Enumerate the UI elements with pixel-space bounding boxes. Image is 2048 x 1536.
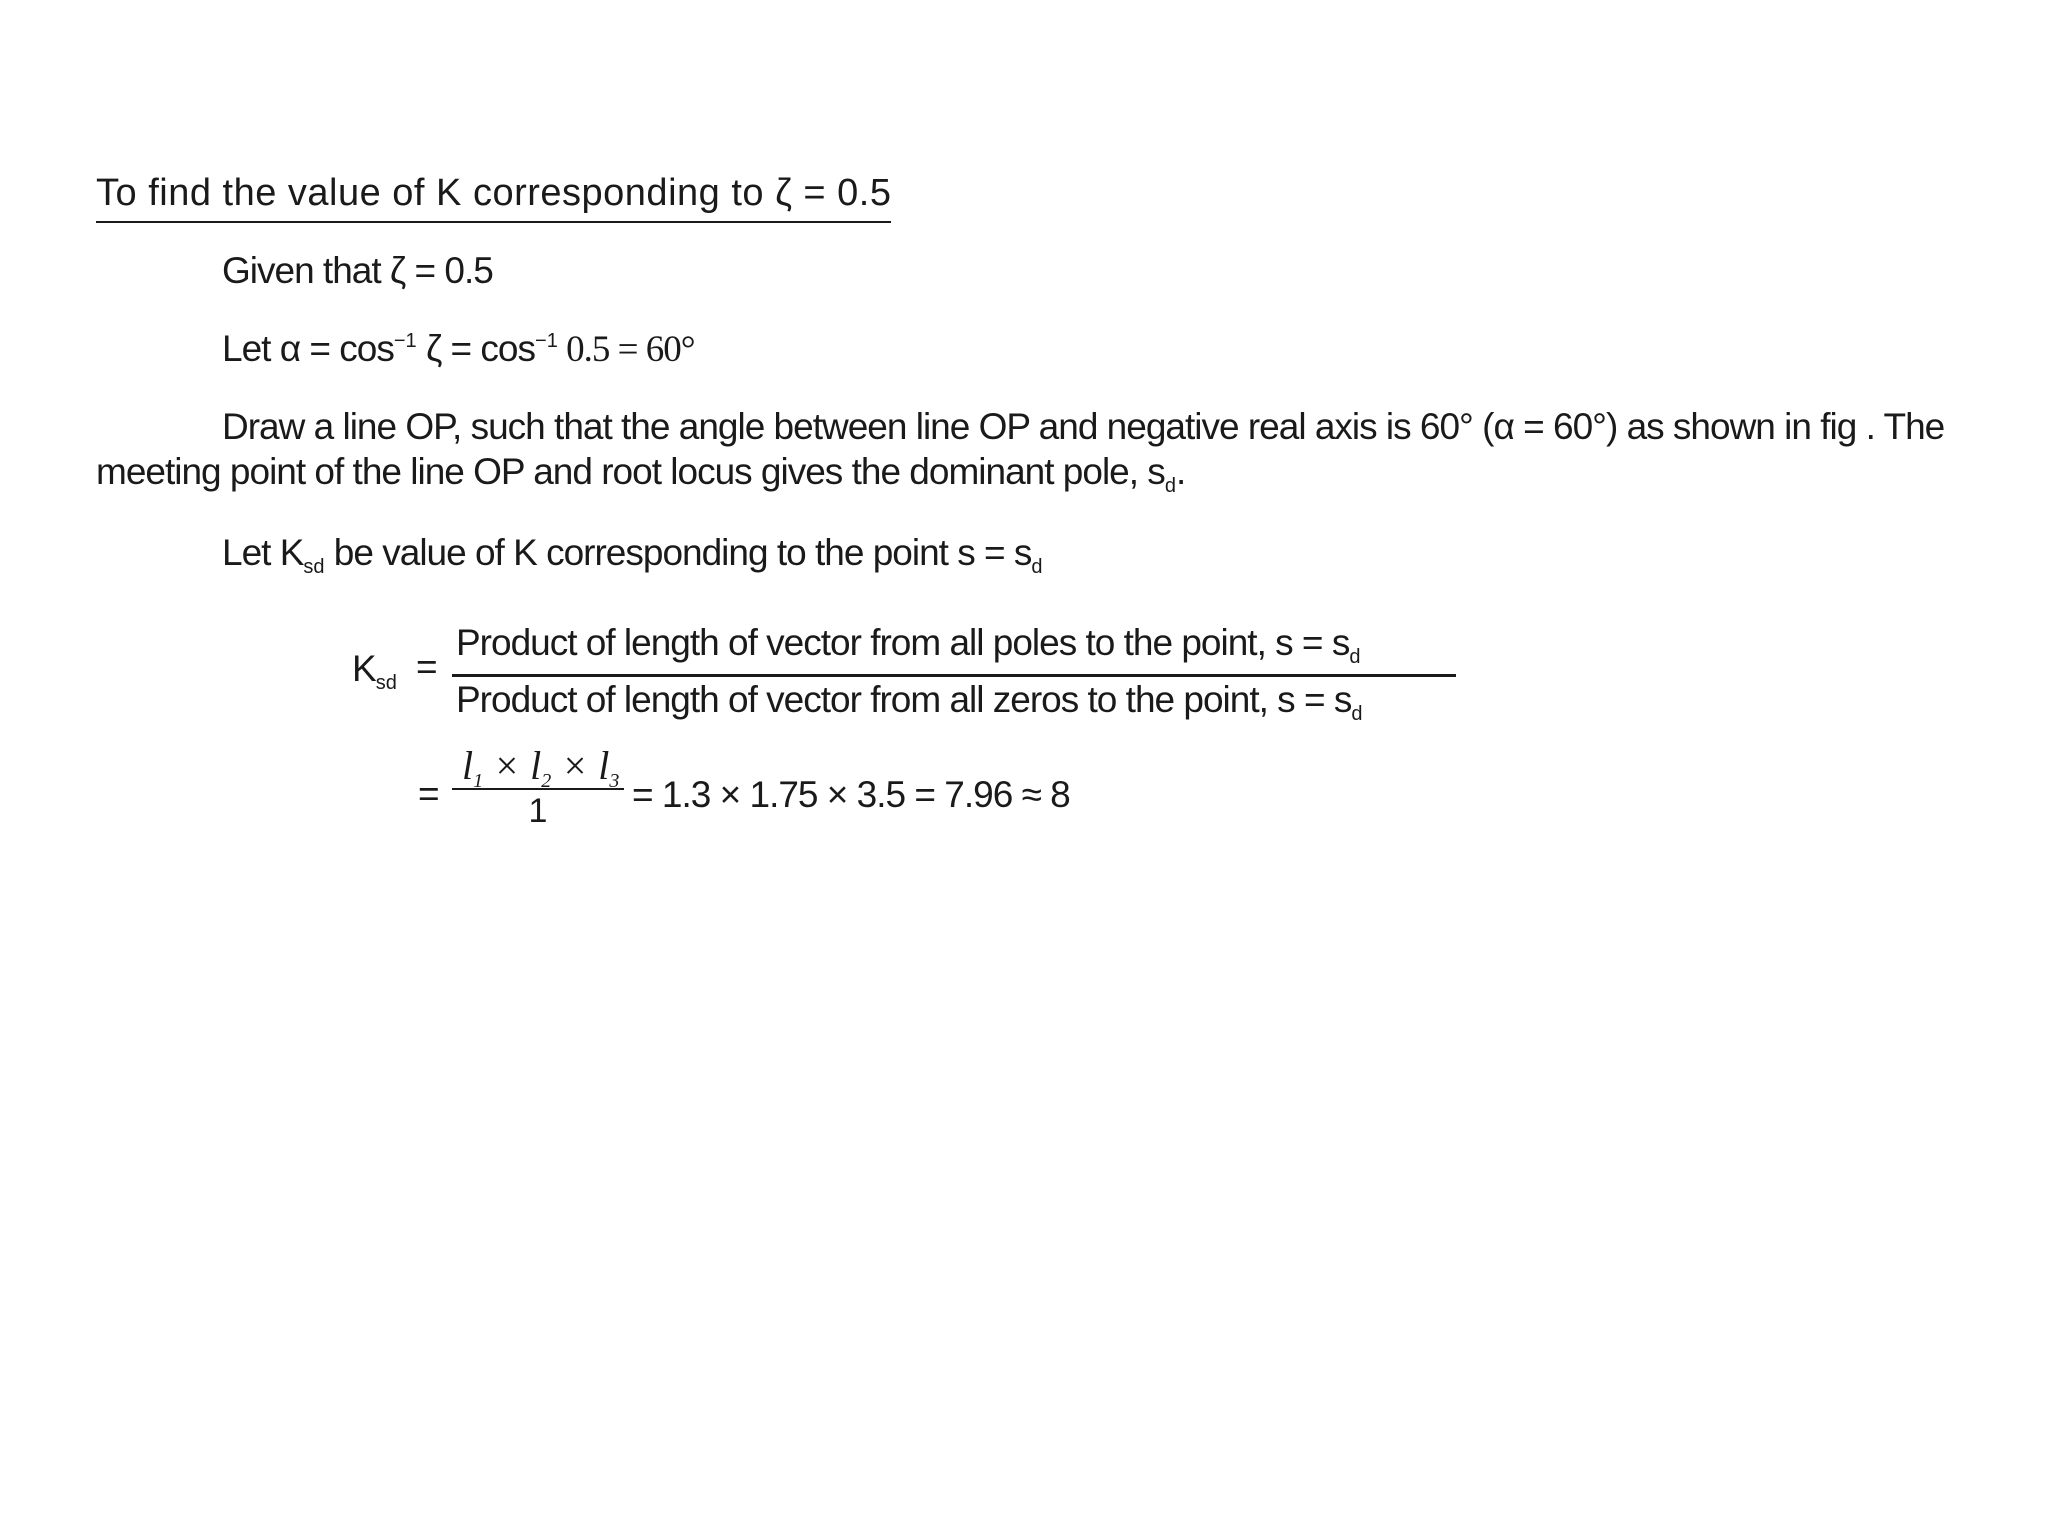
paragraph-line-2	[96, 451, 1185, 498]
alpha-mid: ζ = cos	[416, 328, 536, 369]
ksd-sub-2: d	[1031, 556, 1043, 578]
formula-lhs-sub: sd	[375, 672, 397, 694]
calc-result: = 1.3 × 1.75 × 3.5 = 7.96 ≈ 8	[632, 774, 1070, 815]
paragraph-line-2-end: .	[1175, 451, 1186, 492]
calc-l2-sub: 2	[541, 770, 552, 792]
formula-numerator-text: Product of length of vector from all poles to the point, s = s	[456, 622, 1350, 663]
given-statement: Given that ζ = 0.5	[222, 250, 493, 291]
paragraph-line-1: Draw a line OP, such that the angle between line OP and negative real axis is 60° (α = 60°) as shown in fig . The	[222, 406, 1945, 447]
paragraph-line-2-text: meeting point of the line OP and root locus gives the dominant pole, s	[96, 451, 1165, 492]
calc-times-2: ×	[551, 743, 599, 788]
calc-times-1: ×	[483, 743, 531, 788]
calc-denominator: 1	[528, 792, 548, 830]
alpha-sup-1: −1	[393, 330, 417, 352]
formula-denominator-sub: d	[1351, 703, 1363, 725]
formula-lhs	[352, 648, 397, 695]
formula-lhs-k: K	[352, 648, 376, 689]
calc-l2: l	[530, 743, 542, 788]
calc-fraction	[452, 742, 624, 831]
calc-equals: =	[418, 773, 440, 814]
ksd-sub-1: sd	[303, 556, 325, 578]
alpha-prefix: Let α = cos	[222, 328, 394, 369]
section-heading: To find the value of K corresponding to ζ = 0.5	[96, 172, 891, 223]
alpha-tail: 0.5 = 60°	[557, 329, 695, 370]
ksd-prefix: Let K	[222, 532, 304, 573]
alpha-sup-2: −1	[535, 330, 558, 352]
formula-numerator-sub: d	[1349, 646, 1361, 668]
calc-l1-sub: 1	[473, 770, 484, 792]
calc-numerator	[452, 742, 624, 792]
ksd-definition	[222, 532, 1043, 579]
alpha-definition	[222, 328, 695, 371]
ksd-mid: be value of K corresponding to the point s = s	[324, 532, 1032, 573]
calc-l3-sub: 3	[609, 770, 620, 792]
calc-l3: l	[598, 743, 610, 788]
formula-numerator	[452, 622, 1456, 674]
formula-fraction	[452, 622, 1456, 726]
calc-l1: l	[462, 743, 474, 788]
formula-denominator	[452, 677, 1456, 726]
paragraph-line-2-sub: d	[1164, 475, 1176, 497]
formula-equals: =	[416, 646, 438, 687]
formula-denominator-text: Product of length of vector from all zeros to the point, s = s	[456, 679, 1352, 720]
